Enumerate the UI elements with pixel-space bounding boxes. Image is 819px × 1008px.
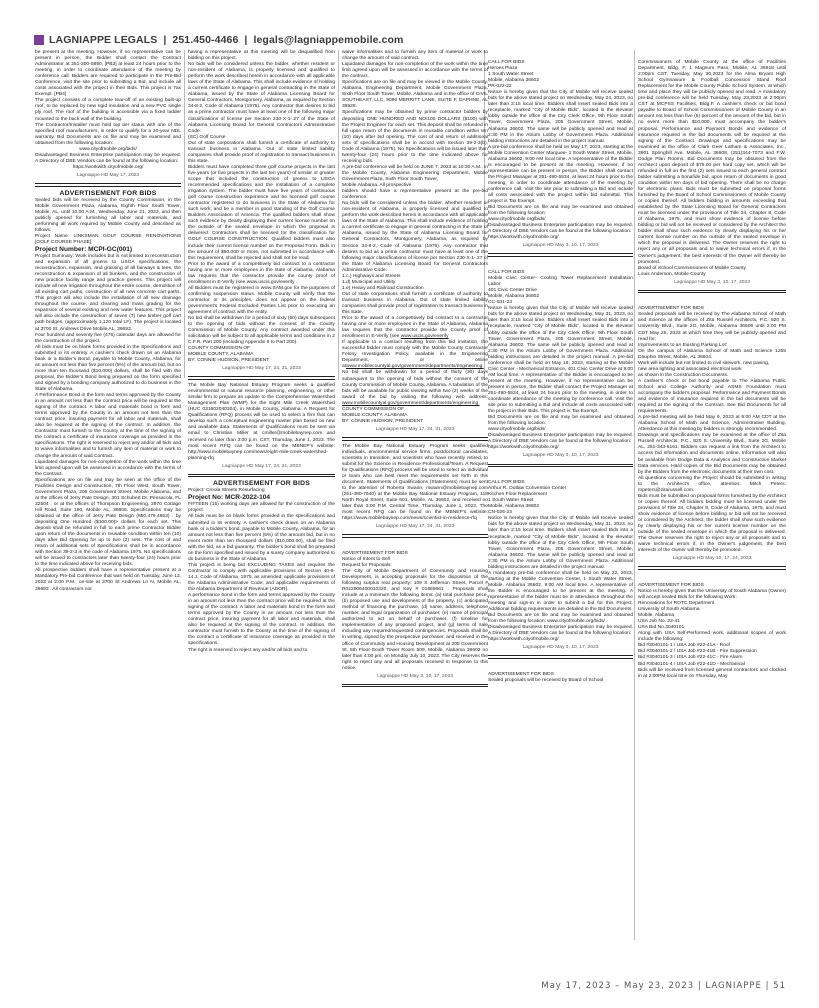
notice-heading: CALL FOR BIDS — [488, 480, 525, 486]
notice-text: having a representative at this meeting will be disqualified from bidding on this project. — [188, 50, 335, 62]
notice-divider — [488, 464, 633, 468]
project-line: Mobile, Alabama 36602 — [488, 294, 540, 300]
signatory: MOBILE COUNTY, ALABAMA — [188, 352, 254, 358]
column-3 — [342, 50, 488, 690]
page-footer: May 17, 2023 – May 23, 2023 | LAGNIAPPE | 51 — [541, 981, 786, 991]
notice-text: Sealed proposals will be received by The Alabama School of Math and Science at the offices of Zita Russell Architects, P.C, 820 S. University Blvd., Suite 2G, Mobile, Alabama 36609 until 2:00 PM CDT May 25, 2023 at which time they will be publicly opened and read for: — [638, 312, 786, 342]
publication-signature: Lagniappe HD May 3, 10, 17, 2023 — [522, 243, 599, 249]
publication-signature: Lagniappe HD May 17, 24, 31, 2023 — [375, 426, 455, 432]
notice-text: Drawings and specifications may be examined at the office of Zita Russell Architects, P.C., 820 S. University Blvd., Suite 2G, Mobile AL, 251-343-6161. Bidders can request a link from the Architect to access bid information and documents online. Information will also be available from Dodge Data & Analytics and Construction Market Data services. Hard copies of the Bid Documents may be obtained by the Bidders from the electronic documents at their own cost. — [638, 433, 786, 475]
notice-text: All prospective bidders shall have a representative present at a Mandatory Pre-bid Conference that was held on Tuesday, June 13, 2023 at 2:00 P.M., on-site at 3700 St Andrews Ln N, Mobile AL, 36693 . All contractors not — [35, 568, 181, 592]
bid-line: Bid #3040101-3 / USA Job #22-41C - Fire Alarm — [638, 655, 743, 661]
notice-text: No bid shall be withdrawn for a period of sixty (60) days subsequent to the opening of bids without the consent of the County Commission of Mobile County. Any contract awarded under this solicitation will be subject to all applicable terms and conditions in 2 C.F.R. Part 200 (including Appendix II to Part 200). — [188, 316, 335, 346]
notice-divider — [638, 566, 786, 570]
project-line: Mobile, Alabama 36602 — [488, 78, 540, 84]
notice-text: No bid shall be withdrawn for a period of thirty (30) days subsequent to the opening of bids without the consent of the County Commission of Mobile County, Alabama. A tabulation of the bids will be available for public viewing within two (2) weeks of the award of the bid by visiting the following web address: — [342, 370, 488, 400]
column-divider — [184, 50, 185, 378]
notice-text: Improvements to an Existing Parking Lot: — [638, 342, 728, 348]
notice-text: No bids will be considered unless the bidder, whether resident or non-resident of Alabama, is properly licensed and qualified to perform the work described herein in accordance with all applicable laws of the State of Alabama. This shall include evidence of holding a current certificate to engage in general contracting in the State of Alabama, issued by the State of Alabama Licensing Board for General Contractors, Montgomery, Alabama, as required by Section 34-8-2, Code of Alabama (1975). Any contractor that desires to bid as a prime contractor must have at least one of the following major classifications of license per Section 230-X-1-.27 of the State of Alabama Licensing Board for General Contractors Administrative Code: — [188, 62, 335, 134]
notice-heading: ADVERTISEMENT FOR BIDS — [638, 582, 704, 588]
header-separator: | — [163, 34, 167, 46]
project-line: Arthur R. Outlaw Convention Center — [488, 486, 567, 492]
project-line: USA Job No. 22-41 — [638, 619, 680, 625]
notice-text: Liquidated damages for non-completion of the work within the time limit agreed upon will be assessed in accordance with the terms of the contract. — [342, 62, 488, 80]
notice-link[interactable]: www.cityofmobile.org/bids/ — [488, 427, 546, 433]
notice-text: Bid Documents are on file and may be examined and obtained from the following location: — [488, 415, 633, 427]
column-2 — [188, 50, 335, 654]
notice-text: Notice is hereby given that the University of South Alabama (Owner) will accept sealed Bids for the following Work: — [638, 588, 786, 600]
bid-line: Bid #3040101-2 / USA Job #22-41B - Fire Suppression — [638, 649, 757, 655]
project-line: University of South Alabama — [638, 607, 700, 613]
notice-text: The Mobile Bay National Estuary Program seeks qualified individuals, environmental service firms, postdoctoral candidates, scientists in transition, and scientists who have recently retired, to submit for the Science in Residence Professional/Team. A Request for Qualifications (RFQ) process will be used to select an individual or team who can best meet the requirements set forth in this document. Statements of Qualifications (Statements) must be sent to the attention of Roberta Swann, rswann@mobilebaynep.com (251-380-7940) at the Mobile Bay National Estuary Program, 118 North Royal Street, Suite 601, Mobile, AL 36602, and received no later than 3:00 P.M. Central Time, Thursday, June 1, 2023. The most recent RFQ can be found on the MBNEP's website: https://www.mobilebaynep.com/news/scientist-in-residence-rfq — [342, 443, 488, 522]
publication-signature: Lagniappe HD May 10, 17, 24, 2023 — [672, 556, 752, 562]
notice-text: Bids will be received from licensed general contractors and clocked in at 2:00PM local time on Thursday, May — [638, 667, 786, 679]
notice-subheading: Notice of Intent to Sell — [342, 556, 390, 562]
project-line: Mobile, Alabama 36602 — [488, 504, 540, 510]
notice-text: The City of Mobile Department of Community and Housing Development, is accepting proposals for the disposition of the following surplus real property: 109 S Jefferson Street, Parcel # R022906400010320, and Key # 01669661 . Proposals shall include at a minimum the following items: (a) total purchase price, (b) proposed use and development of the property, (c) anticipated method of financing the purchase, (d) name, address, telephone number, and legal organization of purchaser, (e) name of principal authorized to act on behalf of purchaser, (f) timeline for implementation of any proposed project, and (g) terms of sale including any required/requested contingencies. Proposals shall be in writing, signed by the prospective purchaser, and received in the office of Community and Housing Development at 205 Government St. 5th Floor-South Tower Room 509, Mobile, Alabama 36602 no later than 4:00 pm, on Monday July 10, 2023. The City reserves the right to reject any and all proposals received in response to this notice. — [342, 568, 488, 671]
notice-heading: ADVERTISEMENT FOR BIDS — [638, 306, 704, 312]
column-4 — [488, 50, 633, 684]
notice-text: FIFTEEN (15) working days are allowed for the construction of the project. — [188, 502, 335, 514]
notice-text — [342, 316, 488, 340]
notice-link[interactable]: www.cityofmobile.org/bids/ — [79, 146, 137, 152]
notice-text: Prior to the award of a competitively bid contract to a contractor having one or more employees in the state of Alabama, Alabama law requires that the contractor provide the county proof of enrollment in E-Verify (see www.uscis.gov/everify . — [188, 261, 335, 285]
notice-text: No bids will be considered unless the bidder, whether resident or non-resident of Alabama, is properly licensed and qualified to perform the work described herein in accordance with all applicable laws of the State of Alabama. This shall include evidence of holding a current certificate to engage in general contracting in the State of Alabama, issued by the State of Alabama Licensing Board for General Contractors, Montgomery, Alabama, as required by Section 34-8-2, Code of Alabama (1975). Any contractor that desires to bid as a prime contractor must have at least one of the following major classifications of license per Section 230-X-1-.27 of the State of Alabama Licensing Board for General Contractors Administrative Code: — [342, 201, 488, 273]
notice-text: as shown in the Construction Documents. — [638, 372, 729, 378]
project-name: Project: Creola Streets Resurfacing — [188, 488, 265, 494]
notice-heading: ADVERTISEMENT FOR BIDS — [488, 672, 554, 677]
notice-text: Bid Documents are on file and may be examined and obtained from the following location: www.cityofmobile.org/bids/ — [488, 613, 633, 625]
notice-text: Disadvantaged Business Enterprise participation may be required. A Directory of DBE Vendors can be found at the following location: — [35, 152, 181, 164]
header-phone: 251.450-4466 — [172, 34, 239, 46]
notice-text — [342, 370, 488, 406]
notice-text: Notice is hereby given that the City of Mobile will receive sealed bids for the above stated project on Wednesday, May 31, 2023, no later than 2:15 local time. Bidders shall insert sealed Bids into a receptacle, marked "City of Mobile Bids", located in the elevator lobby outside the office of the City Clerk Office, 9th Floor South Tower, Government Plaza, 205 Government Street, Mobile, Alabama 36602. The same will be publicly opened and read at 2:30 PM in the Atrium Lobby of Government Plaza. Additional bidding instructions are detailed in the project manual. — [488, 516, 633, 570]
column-5 — [638, 50, 786, 680]
header-email[interactable]: legals@lagniappemobile.com — [253, 34, 404, 46]
project-line: Mobile, Alabama — [638, 613, 675, 619]
notice-text: new area lighting and associated electrical work — [638, 366, 742, 372]
notice-text: Four hundred and seventy five (475) calendar days are allowed for the construction of the project. — [35, 332, 181, 344]
notice-text: Notice is hereby given that the City of Mobile will receive sealed bids for the above stated project on Wednesday, May 24, 2023, no later than 2:15 local time. Bidders shall insert sealed Bids into a receptacle, marked "City of Mobile Bids", located in the elevator lobby outside the office of the City Clerk Office, 9th Floor South Tower, Government Plaza, 205 Government Street, Mobile, Alabama 36602. The same will be publicly opened and read at 2:30 PM in the Atrium Lobby of Government Plaza. Additional bidding instructions are detailed in the project manual. — [488, 90, 633, 144]
signatory: COUNTY COMMISSION OF — [342, 406, 405, 412]
project-line: Kitchen Floor Replacement — [488, 492, 547, 498]
project-line: CN-026-23 — [488, 510, 512, 516]
notice-text: Along with USA Self-Performed work, additional scopes of work include the following: — [638, 631, 786, 643]
project-line: 401 Civic Center Drive — [488, 288, 537, 294]
notice-text — [342, 340, 488, 370]
notice-text: Specifications may be obtained by prime contractor bidders by depositing ONE HUNDRED AND NO/100 DOLLARS ($100) with the Project Engineer for each set. This deposit shall be refunded in full upon return of the documents in reusable condition within ten (10) days after bid opening. The cost of and return of additional sets of specifications shall be in accord with Section 39-2-3(b), Code of Alabama (1975). No Specifications will be issued later than twenty-four (24) hours prior to the time indicated above for receiving bids. — [342, 110, 488, 164]
column-divider — [338, 50, 339, 380]
engineering-link[interactable]: www.mobilecountyal.gov/government/departments/engineering. — [346, 364, 484, 370]
notice-text: The Mobile Bay National Estuary Program seeks a qualified environmental or natural resource planning, engineering, or other similar firm to prepare an update to the Comprehensive Watershed Management Plan (WMP) for the Eight Mile Creek Watershed (HUC 031602040304), in Mobile County, Alabama. A Request for Qualifications (RFQ) process will be used to select a firm that can develop such a conceptual engineering master plan based on new and available data. Statements of Qualifications must be sent via email to Christian Miller at cmiller@mobilebaynep.com and received no later than 3:00 p.m. CST, Thursday, June 1, 2023. The most recent RFQ can be found on the MBNEP's website: http://www.mobilebaynep.com/news/eight-mile-creek-watershed-planning-rfq — [188, 383, 335, 461]
notice-text: The Contractor/Installer must hold top tier status with one of the specified roof manufacturers, in order to qualify for a 20-year NDL warranty. Bid Documents are on file and may be examined and obtained from the following location: — [35, 122, 181, 146]
publication-signature: Lagniappe HD May 17, 24, 31, 2023 — [222, 366, 301, 372]
notice-link[interactable]: https://workwith.cityofmobile.org/ — [488, 235, 559, 241]
everify-link[interactable]: www.uscis.gov/everify — [400, 334, 449, 340]
signatory: Louis Anderson, Mobile County — [638, 271, 706, 277]
project-name: Project Name: LINKSMAN GOLF COURSE RENOVATIONS [GOLF COURSE PHASE] — [35, 233, 181, 245]
signatory: MOBILE COUNTY, ALABAMA — [342, 412, 408, 418]
bid-line: Bid #3040101-1 / USA Job #22-41A - Roof — [638, 643, 730, 649]
notice-link[interactable]: https://workwith.cityofmobile.org/ — [488, 637, 559, 643]
notice-text: Disadvantaged Business Enterprise participation may be required. A Directory of DBE Vendors can be found at the following location: — [488, 223, 633, 235]
notice-divider — [35, 183, 181, 187]
engineering-link[interactable]: www.mobilecountyal.gov/government/departments/engineering. — [342, 400, 480, 406]
page-header — [34, 33, 403, 47]
notice-heading: CALL FOR BIDS — [488, 270, 525, 276]
notice-divider — [342, 534, 488, 538]
notice-text: A Performance Bond in the form and terms approved by the County in an amount not less than the contract price will be required at the signing of the contract. A labor and materials bond in form and terms approved by the County in an amount not less than the contract price, insuring payment for all labor and materials, shall also be required at the signing of the contract. In addition, the Contractor must furnish to the County at the time of the signing of the contract a certificate of insurance coverage as provided in the specifications. The right is reserved to reject any and/or all bids and to waive informalities and to furnish any item of material or work to change the amount of said Contract. — [35, 393, 181, 459]
project-line: PR-022-22 — [488, 84, 512, 90]
notice-text: Specifications are on file and may be seen at the office of the Facilities Design and Construction, 7th Floor West, South Tower, Government Plaza, 205 Government Street, Mobile Alabama, and at the offices of Jerry Pate Design, 301 Schubert Dr, Pensacola, FL 32504 . or at the offices of Thompson Engineering, 2970 Cottage Hill Road, Suite 190, Mobile AL, 36606. Specifications may be obtained at the office of Jerry Pate Design (850.479.4653) . by depositing One Hundred ($100.00)> dollars for each set. This deposit shall be refunded in full to each prime Contractor Bidder upon return of the documents in reusable condition within ten (10) days after Bid Opening for up to two (2) sets. The cost of and return of additional sets of Specifications shall be in accordance with Section 39-2-3 in the code of Alabama 1975. No specifications will be issued to contractors later than twenty-four (24) hours prior to the time indicated above for receiving bids. — [35, 477, 181, 568]
column-1 — [35, 50, 181, 593]
notice-subheading: Request for Proposals: — [342, 562, 392, 568]
notice-text: Notice is hereby given that the City of Mobile will receive sealed bids for the above stated project on Wednesday, May 31, 2023, no later than 2:15 local time. Bidders shall insert sealed Bids into a receptacle, marked "City of Mobile Bids", located in the elevator lobby outside the office of the City Clerk Office, 9th Floor South Tower, Government Plaza, 205 Government Street, Mobile, Alabama 36602. The same will be publicly opened and read at 2:30 PM in the Atrium Lobby of Government Plaza. Additional bidding instructions are detailed in the project manual. A pre-bid conference shall be held on May 18, 2023, starting at the Mobile Civic Center - Mechanical Entrance, 401 Civic Center Drive at 9:00 AM local time. A representative of the Bidder is encouraged to be present at the meeting. However, if no representative can be present in person, the Bidder shall contact the Project Manager at 251-490-5534, at least 24 hours prior to the meeting, in order to coordinate attendance of the meeting by conference call. Visit the site prior to submitting a Bid and include all costs associated with the project in their Bids. This project is Tax Exempt. — [488, 306, 633, 415]
notice-text: All questions concerning the Project should be submitted in writing to the Architect's office, attention: Mitch Peters: mpeters@zitarussell.com. — [638, 475, 786, 493]
notice-text: bidders should have a representative present at the pre-bid conference. — [342, 189, 488, 201]
column-divider — [634, 50, 635, 940]
notice-text: This project is being bid EXCLUDING TAXES and requires the Contractor to comply with applicable provisions of Section 40-9-14.1, Code of Alabama, 1975, as amended; applicable provisions of the Alabama Administrative Code; and applicable requirements of the Alabama Department of Revenue (ADOR). — [188, 562, 335, 593]
publication-signature: Lagniappe HD May 3, 10, 17, 2023 — [674, 279, 750, 285]
notice-divider — [342, 684, 488, 688]
signatory: Board of School Commissioners of Mobile County — [638, 265, 746, 271]
publication-signature: Lagniappe HD May 3, 10, 17, 2023 — [522, 645, 599, 651]
notice-text: Work will include but not limited to civil sitework, new paving, — [638, 360, 770, 366]
notice-divider — [638, 290, 786, 294]
project-number: Project No: MCR-2022-104 — [188, 494, 271, 502]
project-line: 1 South Water Street — [488, 498, 534, 504]
signatory: COUNTY COMMISSION OF — [188, 346, 251, 352]
project-line: Heroes Plaza — [488, 66, 518, 72]
notice-text: Commissioners of Mobile County at the office of Facilities Department, Bldg. F, 1 Magnum Pass, Mobile, AL 36618 until 2:00pm CST, Tuesday, May 30,2023 for the Alma Bryant High School Gymnasium & Football Concession Stand Roof Replacement for the Mobile County Public School System, at which time and place they will be publicly opened and read. A mandatory pre-bid conference will be held Tuesday, May 23,2023 at 2:00pm CST at MCPSS Facilities, Bldg.F. A cashier's check or bid bond payable to Board of School Commissioners of Mobile County in an amount not less than five (5) percent of the amount of the bid, but in no event more than $10,000, must accompany the bidder's proposal. Performance and Payment Bonds and evidence of insurance required in the bid documents will be required at the signing of the Contract. Drawings and specifications may be examined at the office of Clark Geer Latham & Associates, Inc., 3901 Springhill Ave. Mobile, AL 36608, (251)344-7073 and F.W. Dodge Plan Rooms. Bid Documents may be obtained from the Architect upon deposit of $75.00 per hard copy set, which will be refunded in full on the first (2) sets issued to each general contract bidder submitting a bonafide bid, upon return of documents in good condition within ten days of bid opening. There shall be no charge for electronic plans. Bids must be submitted on proposal forms furnished by the Board of School Commissioners of Mobile County or copies thereof. All bidders bidding in amounts exceeding that established by the State Licensing Board for General Contractors must be licensed under the provisions of Title 34, Chapter 8, Code of Alabama, 1975, and must show evidence of license before bidding or bid will not be received or considered by the Architect the bidder shall show such evidence by clearly displaying his or her current license number on the outside of the sealed envelope in which the proposal is delivered. The Owner reserves the right to reject any or all proposals and to waive technical errors if, in the Owner's judgement, the best interests of the Owner will thereby be promoted. — [638, 60, 786, 265]
notice-divider — [188, 376, 335, 380]
notice-heading: ADVERTISEMENT FOR BIDS — [213, 480, 310, 488]
notice-text: On the campus of Alabama School of Math and Science 1255 Dauphin Street, Mobile, AL 36604. — [638, 348, 786, 360]
notice-link[interactable]: https://workwith.cityofmobile.org/ — [488, 445, 559, 451]
notice-text: A cashier's check or bid bond payable to The Alabama Public School and College Authority and ASMS Foundation must accompany the bidder's proposal. Performance and Payment Bonds and evidence of insurance required in the bid documents will be required at the signing of the Contract. See Bid Documents for all requirements. — [638, 378, 786, 415]
project-line: Mobile Civic Center- Cooling Tower Replacement Installation Labor — [488, 276, 633, 288]
notice-link[interactable]: https://workwith.cityofmobile.org/ — [72, 164, 144, 170]
notice-text: If applicable to a contract resulting from this bid invitation, the successful bidder must comply with the Mobile County Contractor Felony Investigation Policy, available in the Engineering Department, or online at — [342, 340, 488, 370]
notice-text: A pre-bid conference will be held on JUNE 7, 2023 at 10:30 A.M., in the Mobile County, Alabama Engineering Department, Mobile Government Plaza, Sixth Floor South Tower, — [342, 164, 488, 182]
notice-text: be present at the meeting. However, if no representative can be present in person, the Bidder shall contact the Contract Administrator at 251-300-0890, [PB3] at least 24 hours prior to the meeting, in order to coordinate attendance of the meeting by conference call. Bidders are required to participate in the Pre-Bid Conference, visit the site prior to submitting a Bid, and include all costs associated with the project in their Bids. This project is Tax Exempt. [PB4] — [35, 50, 181, 98]
brand-square-icon — [34, 35, 44, 45]
notice-text: Prior to the award of a competitively bid contract to a contractor having one or more employees in the State of Alabama, Alabama law requires that the contractor provide the County proof of enrollment in E-Verify (see — [342, 316, 488, 340]
notice-text: Out of state corporations shall furnish a certificate of authority to transact business in Alabama. Out of state limited liability companies shall provide proof of registration to transact business in this state. — [342, 291, 488, 316]
header-separator: | — [244, 34, 248, 46]
notice-link[interactable]: www.cityofmobile.org/bids/ — [488, 217, 546, 223]
section-title: LAGNIAPPE LEGALS — [49, 34, 158, 46]
notice-text: Sealed proposals will be received by Board of School — [488, 678, 604, 684]
bid-line: Bid #3040101-4 / USA Job #22-41D - Mechanical — [638, 661, 745, 667]
license-class: 1.c.) Highways and Streets — [342, 273, 401, 279]
notice-text: A pre-bid meeting will be held May 9, 2023 at 9:00 AM CDT at the Alabama School of Math and Science, Administrative Building. Attendance at this meeting by bidders is strongly recommended. — [638, 415, 786, 433]
notice-text: Disadvantaged Business Enterprise participation may be required. A Directory of DBE Vendors can be found at the following location: — [488, 433, 633, 445]
notice-heading: ADVERTISEMENT FOR BIDS — [59, 189, 157, 197]
notice-text: (SC) Golf Course — [188, 134, 226, 140]
notice-text: Bids must be submitted on proposal forms furnished by the Architect or copies thereof. All bidders bidding must be licensed under the provisions of Title 34, Chapter 8, Code of Alabama, 1975, and must show evidence of license before bidding or bid will not be received or considered by the Architect; the bidder shall show such evidence by clearly displaying his or her current license number on the outside of the sealed envelope in which the proposal is delivered. The Owner reserves the right to reject any or all proposals and to waive technical errors if, in the Owner's judgement, the best interests of the Owner will thereby be promoted. — [638, 493, 786, 554]
publication-signature: Lagniappe HD May 17, 24, 31, 2023 — [375, 524, 455, 530]
publication-signature: Lagniappe HD May 17, 24, 31, 2023 — [222, 463, 301, 469]
notice-heading: ADVERTISEMENT FOR BIDS — [342, 550, 408, 556]
license-class: 1.e) Heavy and Railroad Construction — [342, 285, 424, 291]
notice-text: waive informalities and to furnish any item of material or work to change the amount of said contract. — [342, 50, 488, 62]
project-line: Renovations for ROTC Department — [638, 601, 715, 607]
notice-text: Sealed bids will be received by the County Commission, in the Mobile Government Plaza, Alabama, Eighth Floor South Tower, Mobile, AL, until 10:00 A.M., Wednesday, June 21, 2023, and then publicly opened for furnishing all labor and materials, and performing all work required by Mobile County and described as follows: — [35, 197, 181, 233]
notice-text: Bidders must have completed three golf course projects in the last five years (or five projects in the last ten years) of similar or greater scope that included the construction of greens to USGA recommended specifications and the installation of a complete irrigation system. The bidder must have five years of continuous golf course construction experience and be licensed golf course contractor registered to do business in the State of Alabama for such work, and be a member in good standing of the Golf Course Builders Association of America. The qualified bidders shall show such evidence by clearly displaying their current license number on the outside of the sealed envelope in which the proposal is delivered. Contractors shall be licensed for the classification for GOLF COURSE CONSTRUCTION. Qualified bidders must also include their current license number on the Proposal Form. Bids in the amount of $50,000 or more, not submitted in accordance with this requirement, shall be rejected and shall not be read. — [188, 164, 335, 261]
notice-text: All bids must be on blank forms provided in the specifications and submitted in its entirety. A cashier's check drawn on an Alabama bank or a bidder's bond, payable to Mobile County, Alabama, for an amount not less than five percent (5%) of the amount bid, but in no event more than ten thousand dollars ($10,000.00), shall be filed with the bid, as a bid guaranty. The bidder's bond shall be prepared on the form specified and issued by a surety company authorized to do business in the State of Alabama. — [188, 514, 335, 562]
notice-text: The right is reserved to reject any and/or all bids and to — [188, 647, 308, 653]
notice-text: A mandatory pre-bid conference shall be held on May 22, 2023, starting at the Mobile Convention Center, 1 South Water Street, Mobile, Alabama 36602, 9:00 AM local time. A representative of the Bidder is encouraged to be present at the meeting. A representative of the bidder must be in attendance throughout the meeting and sign-in in order to submit a bid for this Project. Additional bidding requirements are detailed in the Bid Documents. — [488, 570, 633, 613]
signatory: BY: CONNIE HUDSON, PRESIDENT — [188, 358, 270, 364]
notice-divider — [188, 474, 335, 478]
notice-text: A performance bond in the form and terms approved by the County in an amount not less than the contract price will be required at the signing of the contract. A labor and materials bond in the form and terms approved by the County in an amount not less than the contract price, insuring payment for all labor and materials, shall also be required at the signing of the contract. In addition, the contractor must furnish to the County at the time of the signing of the contract a certificate of insurance coverage as provided in the specifications. — [188, 593, 335, 647]
publication-signature: Lagniappe HD May 3, 10, 17, 2023 — [377, 673, 453, 679]
project-line: 1 South Water Street — [488, 72, 534, 78]
notice-text: Disadvantaged Business Enterprise participation may be required. A Directory of DBE Vendors can be found at the following location: — [488, 625, 633, 637]
signatory: BY: CONNIE HUDSON, PRESIDENT — [342, 418, 424, 424]
notice-text: The project consists of a complete tear-off of an existing built-up roof, to be replaced by new rigid insulation and a new PVC single ply roof. The roof of the building is accessible via a fixed ladder mounted to the back wall of the building. — [35, 98, 181, 122]
project-number: Project Number: MCPI-GC(001) — [35, 245, 133, 253]
publication-signature: Lagniappe HD May 3, 10, 17, 2023 — [522, 453, 599, 459]
notice-text: Project Summary: Work includes but is not limited to reconstruction and expansion of all greens to USGA specifications, the reconstruction, expansion, and grassing of all fairways & tees, the reconstruction & expansion of all bunkers, and the construction of new practice facility range and practice greens. This project will include all new irrigation throughout the entire course, demolition of all existing cart paths, construction of all new concrete cart paths. This project will also include the installation of all new drainage throughout the course, and clearing and mass grading for the expansion of several existing and new water features. This project will also include the construction of seven (7) new timber golf cart path bridges, (approximately 1,120 total LF). The project is located at 3700 St. Andrews Drive Mobile AL, 36693. — [35, 253, 181, 332]
notice-divider — [488, 253, 633, 257]
notice-text: Specifications are on file and may be viewed in the Mobile County, Alabama, Engineering Department, Mobile Government Plaza, Sixth Floor South Tower, Mobile, Alabama and in the office of CIVIL SOUTHEAST, LLC, 9086 MERRITT LANE, SUITE F, DAPHNE, AL 36526. — [342, 80, 488, 110]
notice-text: Out of state corporations shall furnish a certificate of authority to transact business in Alabama. Out of state limited liability companies shall provide proof of registration to transact business in this state. — [188, 140, 335, 164]
notice-text: All Bidders must be registered in www.SAM.gov for the purposes of confirming suspension status. Mobile County will verify that the contractor or its principles, does not appear on the federal government's Federal Excluded Parties List prior to executing an agreement of contract with the entity. — [188, 285, 335, 316]
notice-text: Mobile,Alabama. All prospective — [342, 183, 412, 189]
notice-heading: CALL FOR BIDS — [488, 60, 525, 65]
notice-text: Liquidated damages for non-completion of the work within the time limit agreed upon will be assessed in accordance with the terms of the Contract. — [35, 459, 181, 477]
notice-text: Bid Documents are on file and may be examined and obtained from the following location: — [488, 205, 633, 217]
notice-text: All bids must be on blank forms provided in the Specifications and submitted in its entirety. A cashier's check drawn on an Alabama bank or a Bidder's Bond, payable to Mobile County, Alabama, for an amount not less than five percent (5%) of the amount bid, but no more than ten thousand ($10,000) dollars, shall be filed with the proposal, the Bidder's Bond being prepared on the form specified and signed by a bonding company authorized to do business in the State of Alabama. — [35, 344, 181, 392]
notice-divider — [488, 655, 633, 659]
project-line: USA Bid No.3040101 — [638, 625, 685, 631]
license-class: 1.d) Municipal and Utility — [342, 279, 396, 285]
notice-divider — [342, 437, 488, 441]
notice-text: A pre-bid conference shall be held on May 17, 2023, starting at the Mobile Convention Center Marquee- 1 South Water Street, Mobile, Alabama 36602, 9:00 AM local time. A representative of the Bidder is encouraged to be present at the meeting. However, if no representative can be present in person, the Bidder shall contact the Project Manager at 251-490-5534, at least 24 hours prior to the meeting, in order to coordinate attendance of the meeting by conference call. Visit the site prior to submitting a Bid and include all costs associated with the project within bid submittal. This project is Tax Exempt. — [488, 144, 633, 205]
project-line: CC-031-23 — [488, 300, 512, 306]
publication-signature: Lagniappe HD May 17, 2023 — [76, 172, 140, 178]
